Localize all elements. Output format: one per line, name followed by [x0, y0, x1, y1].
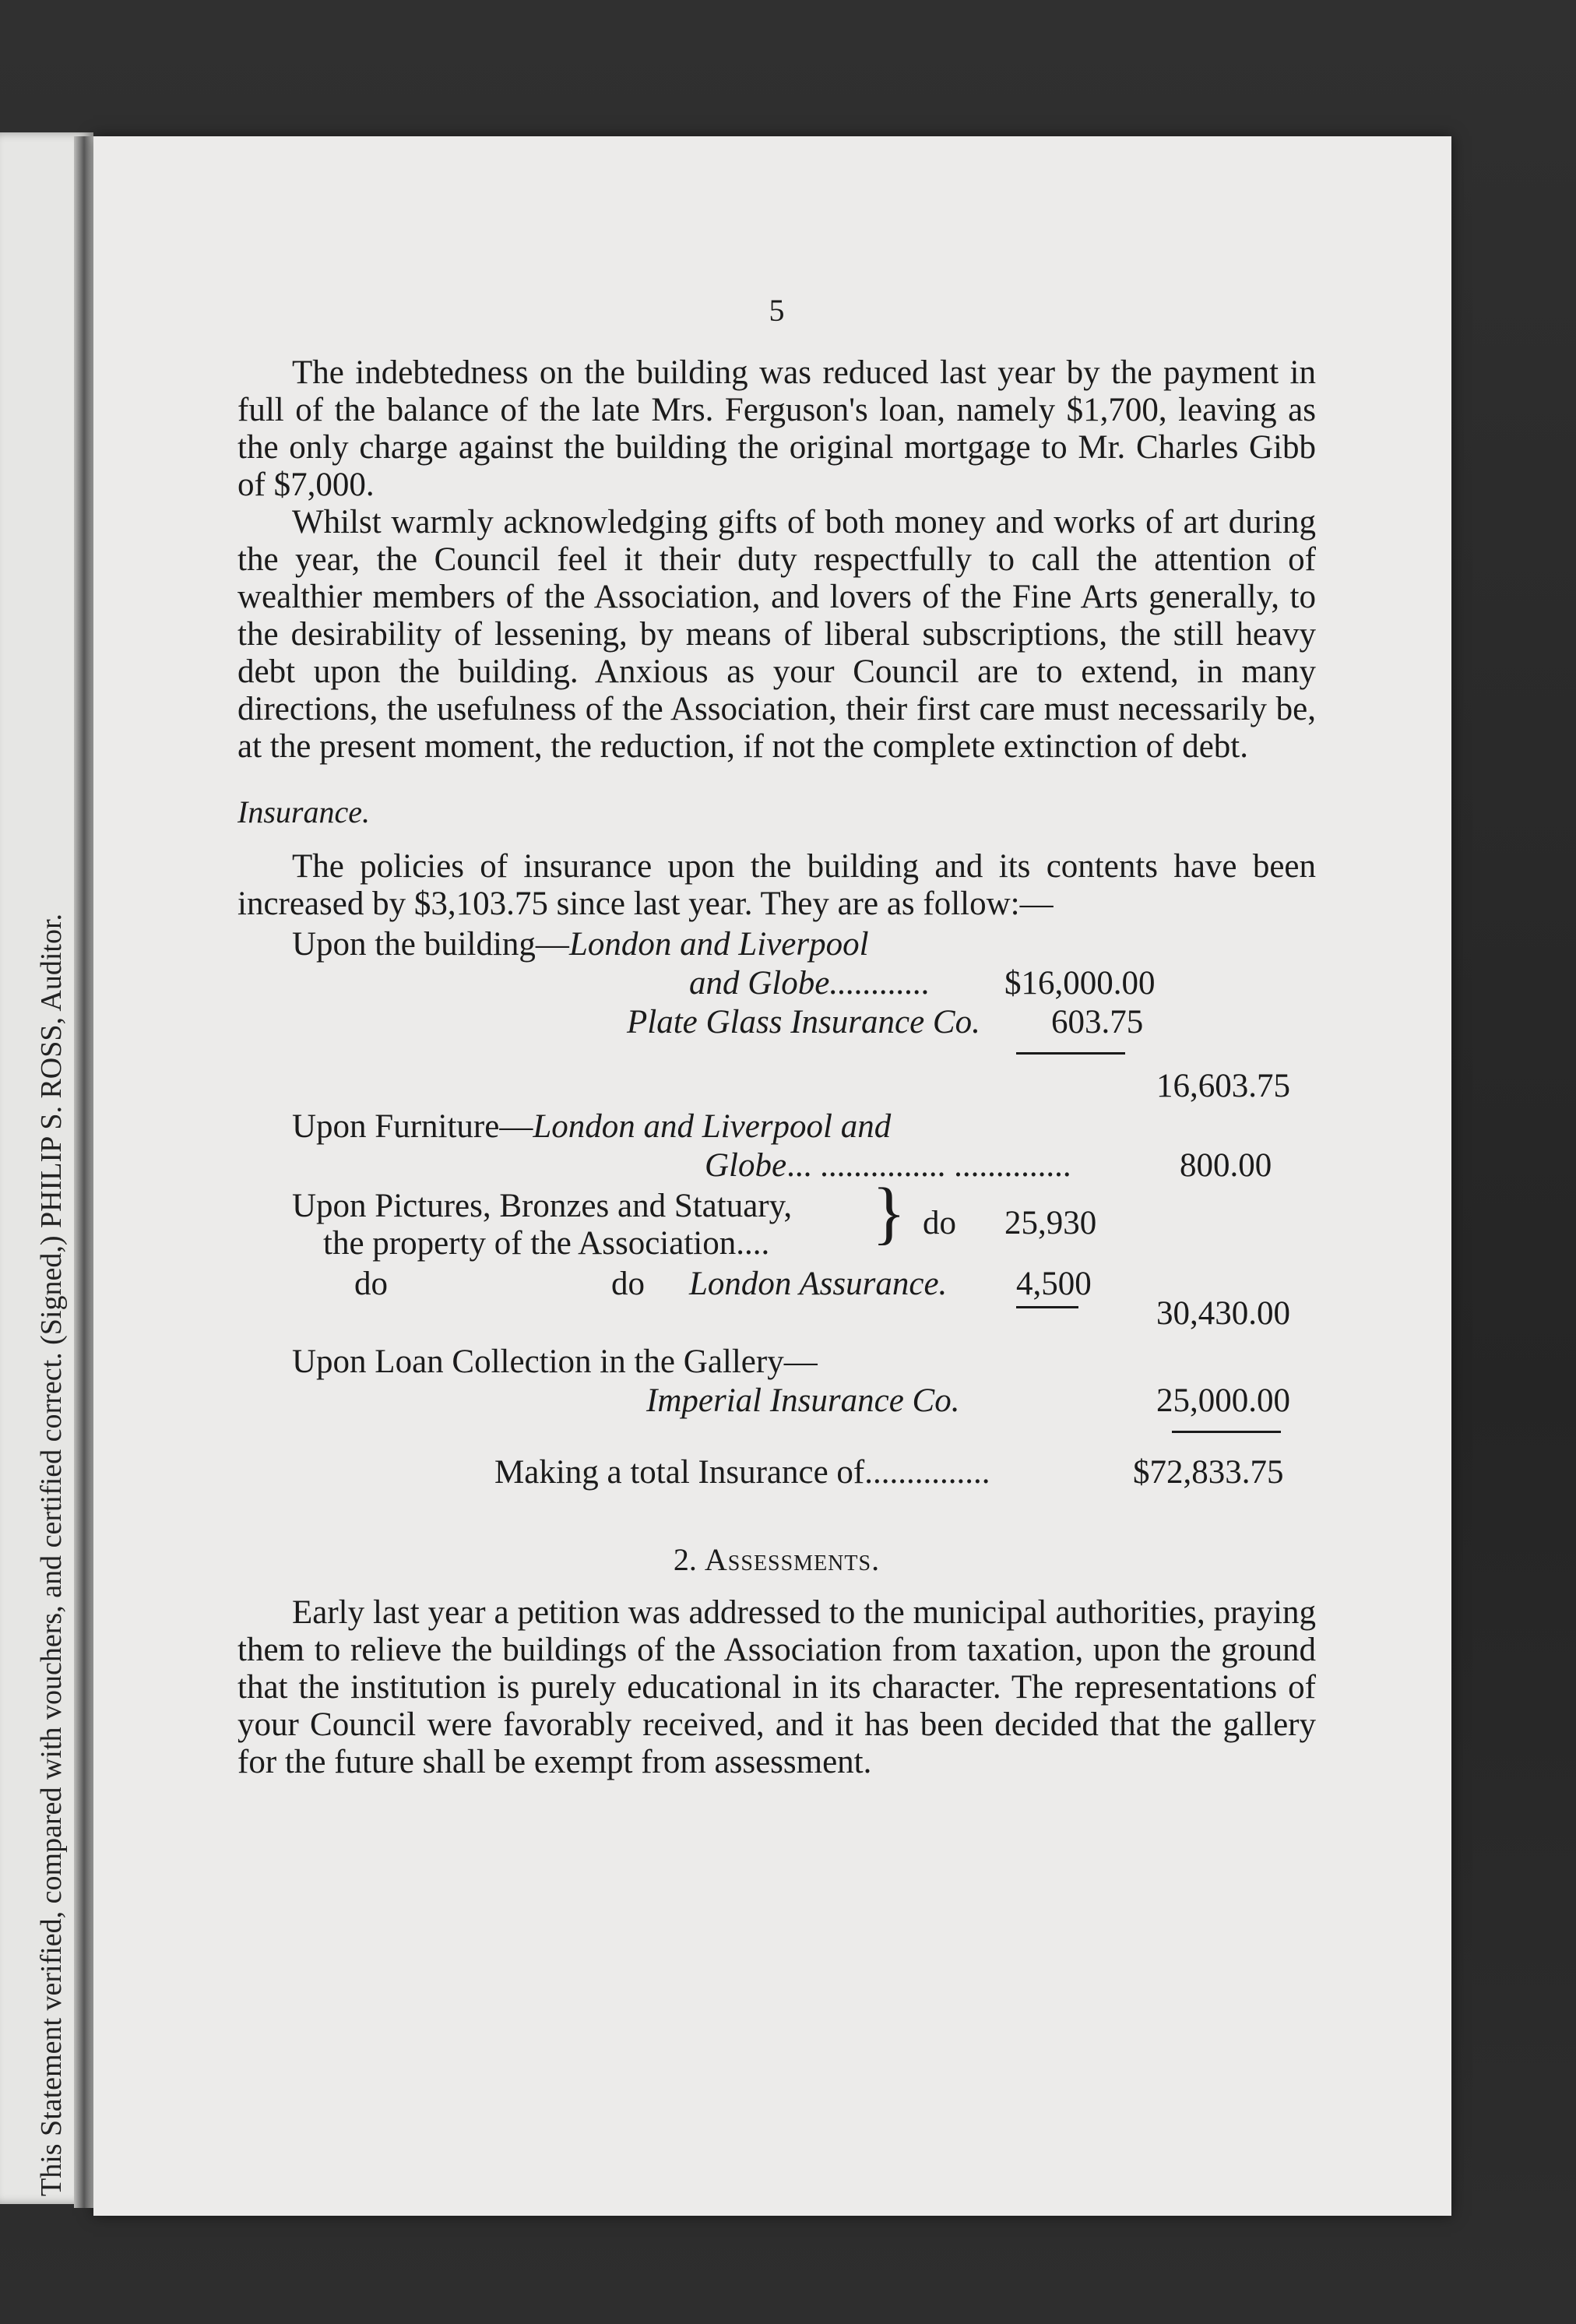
assessments-paragraph: Early last year a petition was addressed to the municipal authorities, praying them to relieve the buildings of the Association from taxation, upon the ground that the institution is purely educational in its character. The representations of your Council were favorably received, and it has been decided that the gallery for the future shall be exempt from assessment.	[237, 1594, 1316, 1780]
pictures-company-2: London Assurance.	[689, 1266, 948, 1302]
pictures-amount-1: 25,930	[1004, 1205, 1097, 1241]
paragraph-indebtedness: The indebtedness on the building was reduced last year by the payment in full of the balance of the late Mrs. Ferguson's loan, namely $1,700, leaving as the only charge against the building the original mortgage to Mr. Charles Gibb of $7,000.	[237, 354, 1316, 503]
loan-amount: 25,000.00	[1156, 1382, 1290, 1419]
book-gutter	[74, 136, 94, 2208]
furniture-dots: ... ............... ..............	[786, 1147, 1071, 1184]
pictures-amount-2: 4,500	[1016, 1266, 1092, 1302]
paragraph-acknowledgement: Whilst warmly acknowledging gifts of both money and works of art during the year, the Council feel it their duty respectfully to call the attention of wealthier members of the Association, and lovers of the Fine Arts generally, to the desirability of lessening, by means of liberal subscriptions, the still heavy debt upon the building. Anxious as your Council are to extend, in many directions, the usefulness of the Association, their first care must necessarily be, at the present moment, the reduction, if not the complete extinction of debt.	[237, 504, 1316, 765]
total-amount: $72,833.75	[1133, 1454, 1284, 1491]
total-label: Making a total Insurance of...............	[494, 1454, 990, 1491]
insurance-heading: Insurance.	[237, 794, 370, 829]
pictures-do: do	[923, 1205, 956, 1241]
document-page	[93, 136, 1451, 2216]
pictures-total: 30,430.00	[1156, 1295, 1290, 1332]
furniture-amount: 800.00	[1180, 1147, 1272, 1184]
furniture-label: Upon Furniture—	[292, 1108, 533, 1145]
pictures-line-2: the property of the Association....	[323, 1225, 770, 1262]
assessments-heading	[237, 1541, 1316, 1579]
pictures-subtotal-rule	[1016, 1306, 1078, 1308]
insurance-table	[237, 923, 1316, 1515]
building-company-1a: London and Liverpool	[568, 926, 869, 963]
assessments-number: 2.	[673, 1542, 697, 1577]
loan-label: Upon Loan Collection in the Gallery—	[292, 1343, 818, 1380]
building-subtotal-rule	[1016, 1052, 1125, 1055]
building-company-1b: and Globe............	[689, 965, 930, 1002]
building-amount-1: $16,000.00	[1004, 965, 1156, 1002]
facing-page-text: This Statement verified, compared with vouchers, and certified correct. (Signed,) PHILIP S. ROSS, Auditor.	[35, 913, 68, 2196]
building-company-2: Plate Glass Insurance Co.	[627, 1004, 980, 1041]
furniture-company-b: Globe	[705, 1147, 787, 1184]
grand-total-rule	[1172, 1431, 1281, 1433]
pictures-do-2a: do	[354, 1266, 388, 1302]
furniture-company-a: London and Liverpool and	[533, 1108, 892, 1145]
building-label: Upon the building—	[292, 926, 569, 963]
building-total: 16,603.75	[1156, 1068, 1290, 1104]
building-amount-2: 603.75	[1051, 1004, 1144, 1041]
assessments-title: Assessments.	[704, 1542, 881, 1577]
page-content	[237, 292, 1316, 1781]
pictures-brace-icon: }	[872, 1174, 906, 1252]
pictures-do-2b: do	[611, 1266, 645, 1302]
insurance-intro: The policies of insurance upon the building and its contents have been increased by $3,103.75 since last year. They are as follow:—	[237, 848, 1316, 922]
page-number: 5	[769, 293, 785, 328]
pictures-line-1: Upon Pictures, Bronzes and Statuary,	[292, 1188, 793, 1224]
loan-company: Imperial Insurance Co.	[646, 1382, 960, 1419]
